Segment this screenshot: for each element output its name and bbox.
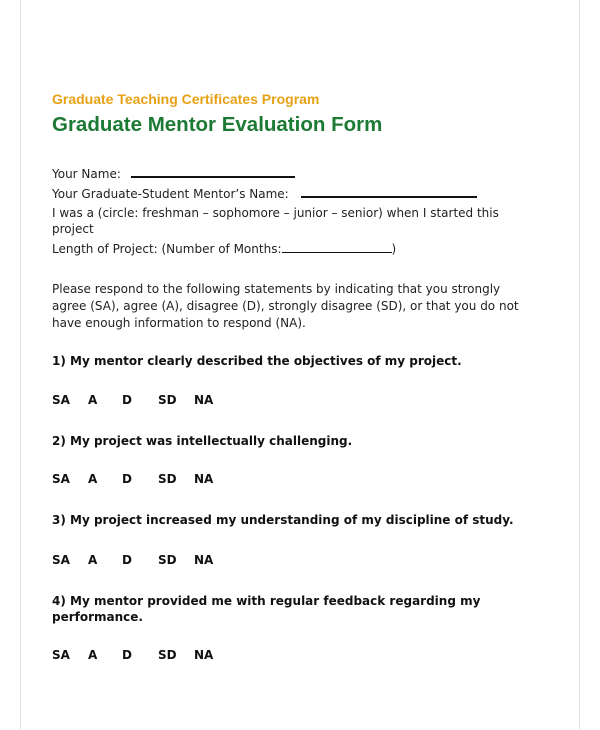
rating-option-na: NA [194,472,214,486]
project-length-label: Length of Project: (Number of Months: [52,242,282,256]
rating-option-sd: SD [158,393,177,407]
your-name-field [52,166,295,181]
class-year-line-continued: project [52,222,94,236]
rating-option-na: NA [194,553,214,567]
rating-option-sa: SA [52,472,70,486]
instructions-paragraph: Please respond to the following statements by indicating that you strongly agree (SA), agree (A), disagree (D), strongly disagree (SD), or that you do not have enough information to respond (NA). [52,282,519,330]
rating-option-d: D [122,648,132,662]
question-4: 4) My mentor provided me with regular feedback regarding my performance. [52,594,481,624]
rating-option-d: D [122,553,132,567]
rating-option-a: A [88,648,98,662]
document-page [20,0,580,730]
rating-option-d: D [122,393,132,407]
mentor-name-label: Your Graduate-Student Mentor’s Name: [52,187,289,201]
your-name-label: Your Name: [52,167,121,181]
rating-option-sd: SD [158,472,177,486]
program-name: Graduate Teaching Certificates Program [52,91,320,107]
class-year-line: I was a (circle: freshman – sophomore – junior – senior) when I started this [52,206,499,220]
rating-option-a: A [88,393,98,407]
your-name-blank [131,166,295,178]
form-title: Graduate Mentor Evaluation Form [52,113,383,136]
rating-option-na: NA [194,648,214,662]
project-length-blank [282,242,392,253]
question-3: 3) My project increased my understanding of my discipline of study. [52,513,514,527]
rating-option-sa: SA [52,393,70,407]
rating-option-sd: SD [158,648,177,662]
rating-option-na: NA [194,393,214,407]
rating-option-sd: SD [158,553,177,567]
mentor-name-field [52,186,477,201]
question-2: 2) My project was intellectually challenging. [52,434,353,448]
question-1: 1) My mentor clearly described the objectives of my project. [52,354,462,368]
rating-option-a: A [88,472,98,486]
project-length-close: ) [391,242,397,256]
rating-option-sa: SA [52,648,70,662]
mentor-name-blank [301,186,477,198]
rating-option-d: D [122,472,132,486]
rating-option-a: A [88,553,98,567]
project-length-field [52,242,396,256]
rating-option-sa: SA [52,553,70,567]
